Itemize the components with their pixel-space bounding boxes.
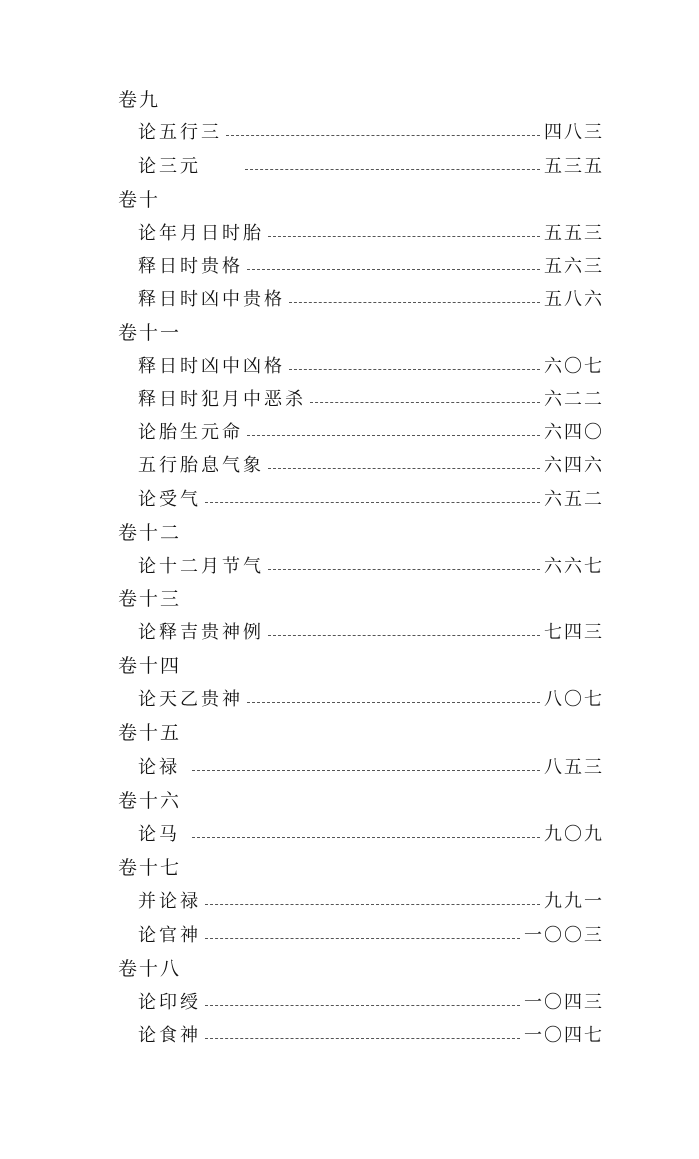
entry-page-number: 六四六: [544, 455, 604, 476]
volume-heading: 卷十四: [118, 655, 182, 677]
entry-title: 论食神: [138, 1025, 201, 1046]
entry-page-number: 八〇七: [544, 689, 604, 710]
entry-title: 五行胎息气象: [138, 455, 264, 476]
dot-leader: [268, 569, 540, 570]
entry-page-number: 五三五: [544, 156, 604, 177]
entry-title: 释日时犯月中恶杀: [138, 389, 306, 410]
toc-entry[interactable]: [138, 621, 604, 645]
volume-heading: 卷十一: [118, 322, 182, 344]
toc-entry[interactable]: [138, 1024, 604, 1048]
dot-leader: [268, 468, 540, 469]
entry-page-number: 一〇四三: [524, 992, 604, 1013]
toc-entry[interactable]: [138, 688, 604, 712]
entry-page-number: 六六七: [544, 556, 604, 577]
toc-entry[interactable]: [138, 991, 604, 1015]
entry-page-number: 六〇七: [544, 356, 604, 377]
volume-heading: 卷十八: [118, 958, 182, 980]
entry-page-number: 八五三: [544, 757, 604, 778]
entry-title: 论印绶: [138, 992, 201, 1013]
dot-leader: [268, 236, 540, 237]
entry-page-number: 六五二: [544, 489, 604, 510]
toc-entry[interactable]: [138, 288, 604, 312]
toc-entry[interactable]: [138, 121, 604, 145]
entry-page-number: 九九一: [544, 891, 604, 912]
entry-page-number: 一〇〇三: [524, 925, 604, 946]
toc-entry[interactable]: [138, 255, 604, 279]
dot-leader: [268, 635, 540, 636]
volume-heading: 卷十七: [118, 857, 182, 879]
entry-title: 论释吉贵神例: [138, 622, 264, 643]
volume-heading: 卷十五: [118, 722, 182, 744]
dot-leader: [226, 135, 540, 136]
entry-title: 论马: [138, 824, 180, 845]
dot-leader: [289, 369, 540, 370]
entry-title: 并论禄: [138, 891, 201, 912]
entry-title: 释日时凶中贵格: [138, 289, 285, 310]
dot-leader: [205, 1038, 520, 1039]
entry-title: 论天乙贵神: [138, 689, 243, 710]
entry-page-number: 九〇九: [544, 824, 604, 845]
toc-entry[interactable]: [138, 924, 604, 948]
toc-entry[interactable]: [138, 555, 604, 579]
toc-entry[interactable]: [138, 823, 604, 847]
toc-entry[interactable]: [138, 454, 604, 478]
entry-title: 论禄: [138, 757, 180, 778]
entry-title: 释日时贵格: [138, 256, 243, 277]
entry-title: 论三元: [138, 156, 201, 177]
entry-title: 论五行三: [138, 122, 222, 143]
dot-leader: [247, 702, 540, 703]
entry-page-number: 六二二: [544, 389, 604, 410]
toc-entry[interactable]: [138, 488, 604, 512]
dot-leader: [247, 435, 540, 436]
entry-page-number: 五八六: [544, 289, 604, 310]
dot-leader: [247, 269, 540, 270]
entry-page-number: 四八三: [544, 122, 604, 143]
entry-title: 论胎生元命: [138, 422, 243, 443]
dot-leader: [245, 169, 540, 170]
entry-title: 释日时凶中凶格: [138, 356, 285, 377]
entry-title: 论年月日时胎: [138, 223, 264, 244]
volume-heading: 卷十: [118, 189, 161, 211]
toc-entry[interactable]: [138, 890, 604, 914]
toc-entry[interactable]: [138, 355, 604, 379]
entry-page-number: 五六三: [544, 256, 604, 277]
toc-entry[interactable]: [138, 421, 604, 445]
volume-heading: 卷十二: [118, 522, 182, 544]
volume-heading: 卷九: [118, 89, 161, 111]
dot-leader: [205, 1005, 520, 1006]
toc-entry[interactable]: [138, 388, 604, 412]
dot-leader: [205, 938, 520, 939]
entry-page-number: 一〇四七: [524, 1025, 604, 1046]
dot-leader: [289, 302, 540, 303]
toc-entry[interactable]: [138, 756, 604, 780]
toc-entry[interactable]: [138, 222, 604, 246]
toc-entry[interactable]: [138, 155, 604, 179]
dot-leader: [310, 402, 540, 403]
dot-leader: [205, 502, 540, 503]
entry-title: 论十二月节气: [138, 556, 264, 577]
entry-title: 论受气: [138, 489, 201, 510]
dot-leader: [192, 770, 540, 771]
volume-heading: 卷十六: [118, 790, 182, 812]
volume-heading: 卷十三: [118, 588, 182, 610]
entry-page-number: 七四三: [544, 622, 604, 643]
dot-leader: [205, 904, 540, 905]
entry-page-number: 六四〇: [544, 422, 604, 443]
entry-page-number: 五五三: [544, 223, 604, 244]
entry-title: 论官神: [138, 925, 201, 946]
dot-leader: [192, 837, 540, 838]
